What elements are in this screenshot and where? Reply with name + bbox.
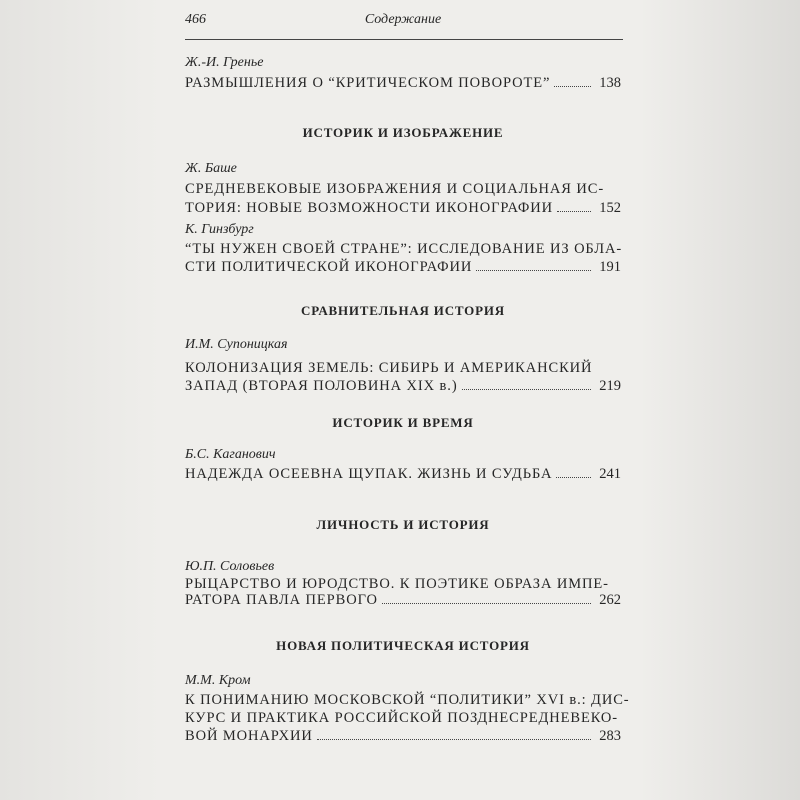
entry-title-line: РЫЦАРСТВО И ЮРОДСТВО. К ПОЭТИКЕ ОБРАЗА ИМПЕ-: [185, 576, 609, 592]
entry-author: Ю.П. Соловьев: [185, 559, 275, 574]
dot-leader: [554, 86, 591, 87]
entry-author: Ж. Баше: [185, 161, 237, 176]
entry-author: К. Гинзбург: [185, 222, 254, 237]
dot-leader: [476, 270, 591, 271]
entry-page-number: 219: [599, 378, 621, 394]
section-heading: СРАВНИТЕЛЬНАЯ ИСТОРИЯ: [301, 303, 505, 318]
entry-title-line: РАЗМЫШЛЕНИЯ О “КРИТИЧЕСКОМ ПОВОРОТЕ”: [185, 75, 551, 91]
entry-page-number: 138: [599, 75, 621, 91]
entry-title-line: КОЛОНИЗАЦИЯ ЗЕМЕЛЬ: СИБИРЬ И АМЕРИКАНСКИЙ: [185, 360, 593, 376]
entry-page-number: 283: [599, 728, 621, 744]
toc-entry-link[interactable]: [185, 259, 621, 276]
entry-author: Ж.-И. Гренье: [185, 55, 264, 70]
entry-author: Б.С. Каганович: [185, 447, 276, 462]
entry-title-line: “ТЫ НУЖЕН СВОЕЙ СТРАНЕ”: ИССЛЕДОВАНИЕ ИЗ ОБЛА-: [185, 241, 623, 257]
section-heading: ЛИЧНОСТЬ И ИСТОРИЯ: [316, 517, 490, 532]
toc-entry-link[interactable]: [185, 200, 621, 217]
toc-entry-link[interactable]: [185, 728, 621, 745]
dot-leader: [556, 477, 591, 478]
page-number: 466: [185, 12, 206, 27]
entry-page-number: 262: [599, 592, 621, 608]
dot-leader: [382, 603, 591, 604]
section-heading: НОВАЯ ПОЛИТИЧЕСКАЯ ИСТОРИЯ: [276, 638, 530, 653]
entry-title-line: РАТОРА ПАВЛА ПЕРВОГО: [185, 592, 378, 608]
toc-entry-link[interactable]: [185, 592, 621, 609]
entry-page-number: 152: [599, 200, 621, 216]
dot-leader: [317, 739, 591, 740]
header-rule: [185, 39, 623, 40]
entry-author: И.М. Супоницкая: [185, 337, 288, 352]
section-heading: ИСТОРИК И ИЗОБРАЖЕНИЕ: [302, 125, 504, 140]
entry-page-number: 191: [599, 259, 621, 275]
entry-title-line: СРЕДНЕВЕКОВЫЕ ИЗОБРАЖЕНИЯ И СОЦИАЛЬНАЯ ИС-: [185, 181, 605, 197]
toc-entry-link[interactable]: [185, 466, 621, 483]
toc-entry-link[interactable]: [185, 75, 621, 92]
entry-title-line: СТИ ПОЛИТИЧЕСКОЙ ИКОНОГРАФИИ: [185, 259, 473, 275]
section-heading: ИСТОРИК И ВРЕМЯ: [332, 415, 474, 430]
entry-page-number: 241: [599, 466, 621, 482]
entry-author: М.М. Кром: [185, 673, 251, 688]
entry-title-line: НАДЕЖДА ОСЕЕВНА ЩУПАК. ЖИЗНЬ И СУДЬБА: [185, 466, 553, 482]
dot-leader: [557, 211, 591, 212]
dot-leader: [462, 389, 591, 390]
entry-title-line: К ПОНИМАНИЮ МОСКОВСКОЙ “ПОЛИТИКИ” XVI в.: ДИС-: [185, 692, 630, 708]
entry-title-line: ЗАПАД (ВТОРАЯ ПОЛОВИНА XIX в.): [185, 378, 458, 394]
running-title: Содержание: [364, 12, 442, 27]
entry-title-line: ВОЙ МОНАРХИИ: [185, 728, 313, 744]
toc-entry-link[interactable]: [185, 378, 621, 395]
entry-title-line: КУРС И ПРАКТИКА РОССИЙСКОЙ ПОЗДНЕСРЕДНЕВЕКО-: [185, 710, 619, 726]
entry-title-line: ТОРИЯ: НОВЫЕ ВОЗМОЖНОСТИ ИКОНОГРАФИИ: [185, 200, 554, 216]
